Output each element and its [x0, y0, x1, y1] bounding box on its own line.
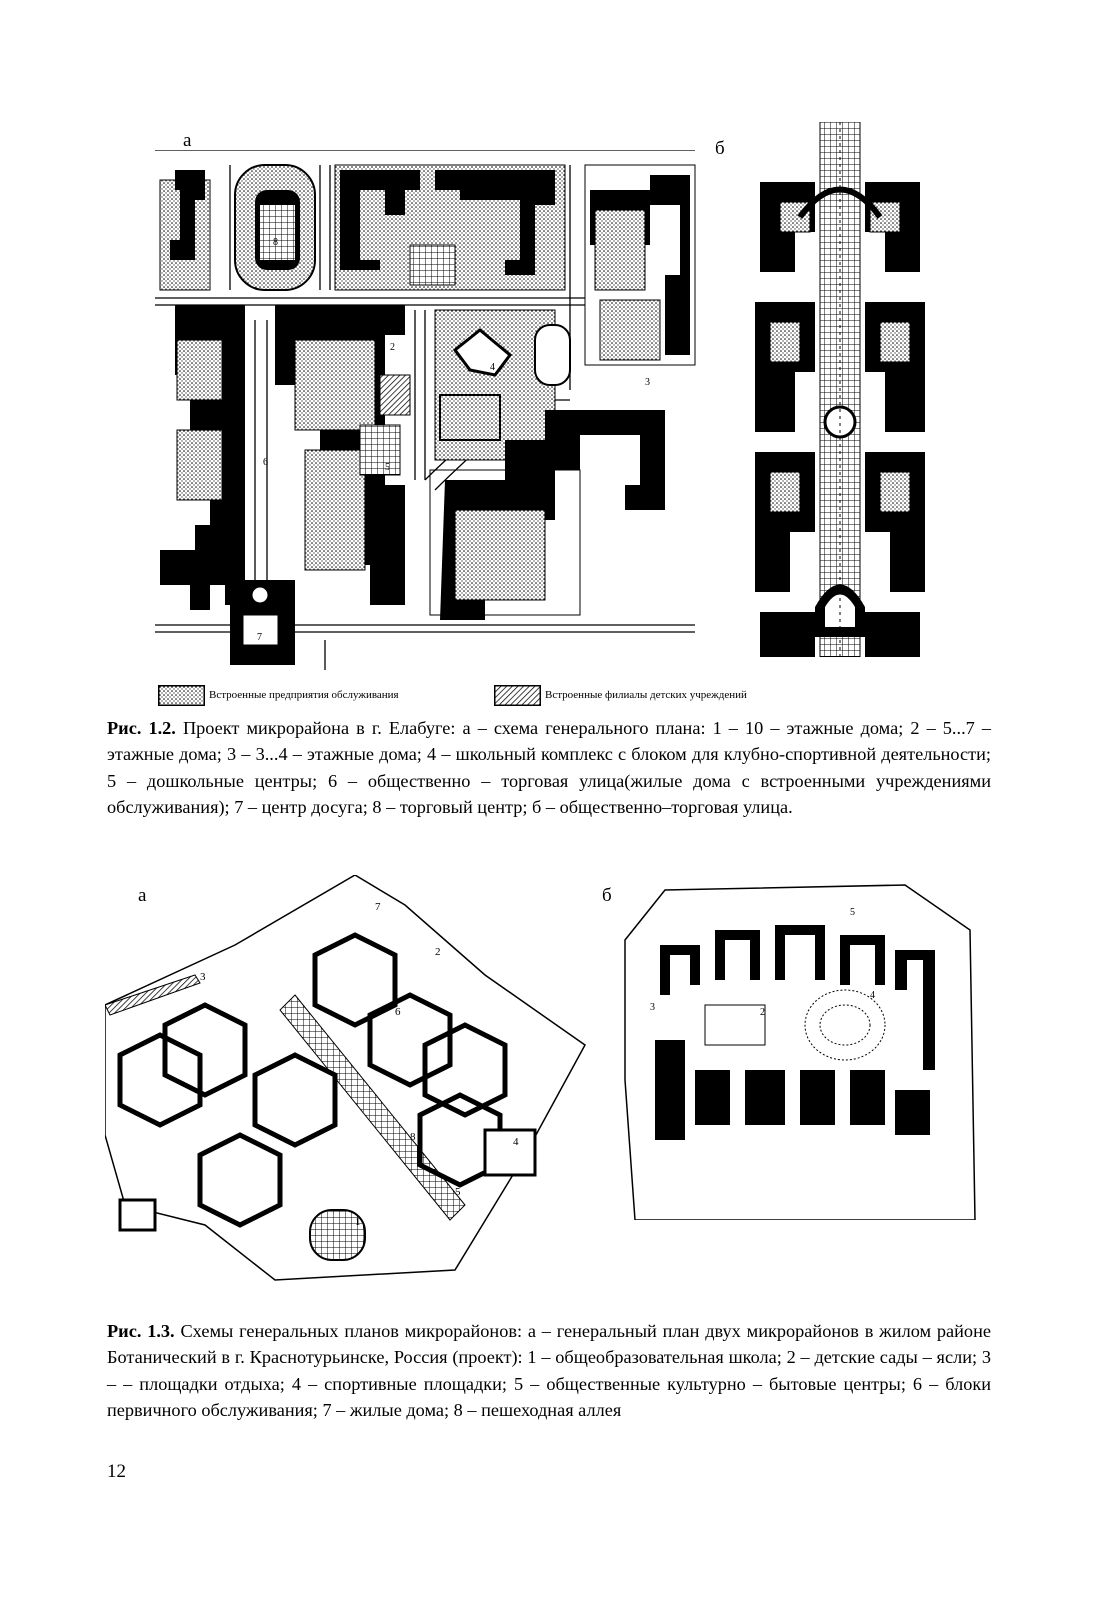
legend-label-2: Встроенные филиалы детских учреждений	[545, 689, 747, 701]
fig13-panel-a-letter: а	[138, 885, 147, 906]
svg-text:6: 6	[263, 457, 268, 468]
fig13-caption	[107, 1318, 991, 1423]
svg-text:5: 5	[385, 462, 390, 473]
svg-text:8: 8	[410, 1131, 416, 1143]
svg-text:5: 5	[850, 907, 855, 918]
svg-text:7: 7	[375, 901, 381, 913]
fig12-panel-a-letter: а	[183, 130, 192, 151]
svg-text:2: 2	[435, 946, 441, 958]
fig12-plan-b-drawing	[740, 122, 940, 657]
fig13-plan-b	[605, 880, 990, 1220]
svg-text:3: 3	[645, 377, 650, 388]
legend-label-1: Встроенные предприятия обслуживания	[209, 689, 399, 701]
svg-text:1: 1	[230, 342, 235, 353]
fig13-plan-a	[105, 875, 590, 1295]
svg-text:5: 5	[455, 1186, 461, 1198]
legend-hatch-swatch	[494, 685, 541, 706]
svg-text:4: 4	[513, 1136, 519, 1148]
svg-text:4: 4	[490, 362, 495, 373]
fig13-plan-a-drawing	[105, 875, 590, 1295]
fig12-caption-text: Проект микрорайона в г. Елабуге: а – схема генерального плана: 1 – 10 – этажные дома; 2 – 5...7 – этажные дома; 3 – 3...4 – этажные дома; 4 – школьный комплекс с блоком для клубно-спортивной деятельности; 5 – дошкольные центры; 6 – общественно – торговая улица(жилые дома с встроенными учреждениями обслуживания); 7 – центр досуга; 8 – торговый центр; б – общественно–торговая улица.	[107, 718, 991, 817]
page-number: 12	[107, 1461, 126, 1482]
fig12-legend-item-2	[494, 683, 747, 707]
svg-text:3: 3	[200, 971, 206, 983]
legend-dots-swatch	[158, 685, 205, 706]
fig12-plan-a-drawing	[155, 150, 715, 670]
fig12-caption-label: Рис. 1.2.	[107, 718, 176, 738]
fig12-panel-b-letter: б	[715, 138, 725, 159]
fig12-legend-item-1	[158, 683, 399, 707]
fig13-caption-label: Рис. 1.3.	[107, 1321, 175, 1341]
svg-text:1: 1	[355, 1216, 361, 1228]
fig13-panel-b-letter: б	[602, 885, 612, 906]
svg-text:4: 4	[870, 990, 875, 1001]
svg-text:8: 8	[273, 237, 278, 248]
svg-text:2: 2	[390, 342, 395, 353]
svg-text:3: 3	[650, 1002, 655, 1013]
svg-text:7: 7	[257, 632, 262, 643]
svg-text:2: 2	[760, 1007, 765, 1018]
fig13-plan-b-drawing	[605, 880, 990, 1220]
svg-text:6: 6	[395, 1006, 401, 1018]
fig12-caption	[107, 715, 991, 820]
fig12-plan-b	[740, 122, 940, 657]
fig12-plan-a	[155, 150, 715, 670]
fig13-caption-text: Схемы генеральных планов микрорайонов: а – генеральный план двух микрорайонов в жилом районе Ботанический в г. Краснотурьинске, Россия (проект): 1 – общеобразовательная школа; 2 – детские сады – ясли; 3 – – площадки отдыха; 4 – спортивные площадки; 5 – общественные культурно – бытовые центры; 6 – блоки первичного обслуживания; 7 – жилые дома; 8 – пешеходная аллея	[107, 1321, 991, 1420]
